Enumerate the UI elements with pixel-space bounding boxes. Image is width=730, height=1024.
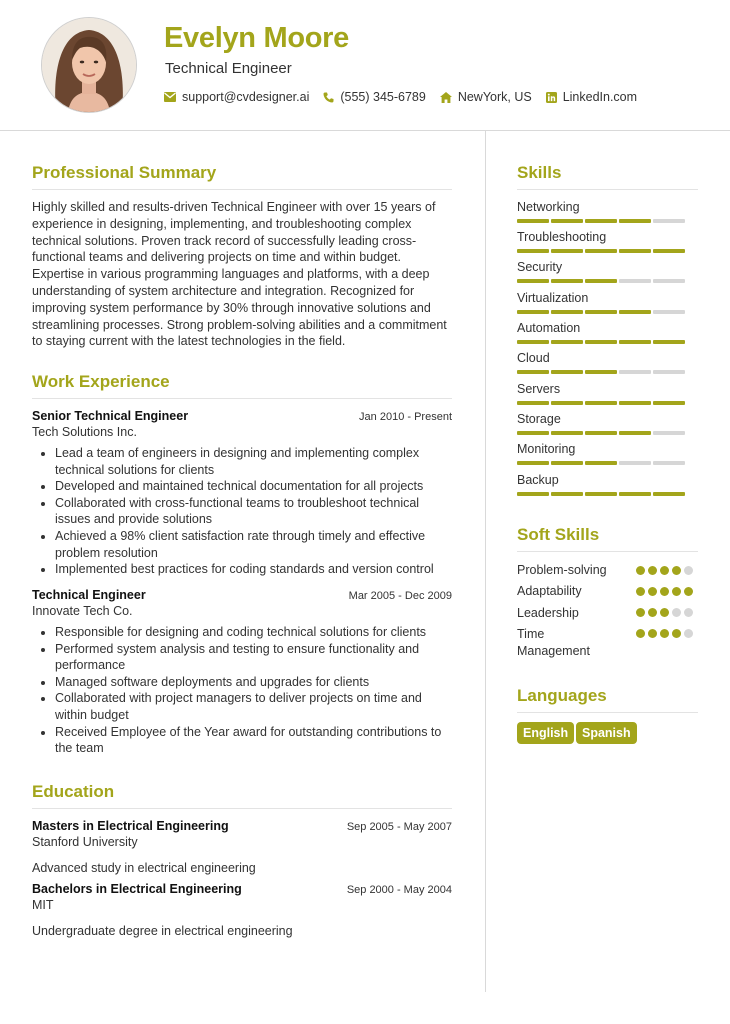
skill-level-segment	[517, 310, 549, 314]
soft-skill-name: Time Management	[517, 627, 590, 658]
rating-dot	[660, 629, 669, 638]
skill-level-bar	[517, 461, 697, 465]
skill-level-segment	[551, 249, 583, 253]
skill-level-segment	[517, 249, 549, 253]
experience-heading: Work Experience	[32, 372, 170, 391]
soft-skill-rating	[636, 587, 696, 596]
skill-item	[517, 473, 697, 496]
avatar	[41, 17, 137, 113]
soft-skill-rating	[636, 629, 696, 638]
rating-dot	[648, 629, 657, 638]
skill-level-segment	[585, 492, 617, 496]
rating-dot	[672, 587, 681, 596]
rating-dot	[636, 608, 645, 617]
skill-level-segment	[653, 219, 685, 223]
skill-name: Storage	[517, 412, 561, 426]
contact-linkedin[interactable]	[546, 90, 637, 104]
rating-dot	[648, 587, 657, 596]
skill-name: Automation	[517, 321, 581, 335]
contact-phone-text: (555) 345-6789	[340, 90, 426, 104]
job-bullet: • Received Employee of the Year award for outstanding contributions to the team	[55, 724, 452, 757]
skill-level-segment	[517, 461, 549, 465]
soft-skill-rating	[636, 566, 696, 575]
envelope-icon	[164, 92, 176, 102]
skill-level-bar	[517, 370, 697, 374]
soft-skill-rating	[636, 608, 696, 617]
skill-item	[517, 291, 697, 314]
skill-level-segment	[517, 370, 549, 374]
job-bullets	[32, 624, 452, 757]
skill-name: Networking	[517, 200, 580, 214]
experience-divider	[32, 398, 452, 399]
soft-skill-name: Adaptability	[517, 584, 582, 598]
skill-level-segment	[551, 431, 583, 435]
linkedin-icon	[546, 92, 557, 103]
contact-email-text: support@cvdesigner.ai	[182, 90, 310, 104]
skill-level-segment	[619, 219, 651, 223]
skill-level-segment	[585, 279, 617, 283]
contact-email[interactable]	[164, 90, 309, 104]
job-title: Technical Engineer	[32, 588, 146, 602]
skill-level-bar	[517, 401, 697, 405]
job-bullets	[32, 445, 452, 578]
skill-level-segment	[585, 219, 617, 223]
skill-level-segment	[551, 279, 583, 283]
job-bullet: • Responsible for designing and coding technical solutions for clients	[55, 624, 452, 641]
job-bullet: • Managed software deployments and upgrades for clients	[55, 674, 452, 691]
skill-level-segment	[653, 249, 685, 253]
rating-dot	[672, 608, 681, 617]
job-bullet: • Performed system analysis and testing to ensure functionality and performance	[55, 641, 452, 674]
skill-level-segment	[585, 340, 617, 344]
skill-level-segment	[551, 340, 583, 344]
skill-level-segment	[551, 370, 583, 374]
skill-level-segment	[585, 370, 617, 374]
skill-item	[517, 442, 697, 465]
summary-heading: Professional Summary	[32, 163, 217, 182]
contact-location	[440, 90, 532, 104]
home-icon	[440, 92, 452, 103]
phone-icon	[323, 92, 334, 103]
contact-list	[164, 90, 651, 104]
education-heading: Education	[32, 782, 115, 801]
job-dates: Jan 2010 - Present	[359, 411, 452, 423]
skill-name: Virtualization	[517, 291, 589, 305]
rating-dot	[684, 566, 693, 575]
skill-level-bar	[517, 492, 697, 496]
job-bullet: • Collaborated with project managers to deliver projects on time and within budget	[55, 690, 452, 723]
job-bullet: • Collaborated with cross-functional teams to troubleshoot technical issues and provide solutions	[55, 495, 452, 528]
job-company: Innovate Tech Co.	[32, 604, 133, 618]
skill-level-segment	[585, 249, 617, 253]
skill-level-segment	[653, 370, 685, 374]
column-divider	[485, 130, 486, 992]
skill-name: Servers	[517, 382, 561, 396]
education-entry	[32, 882, 452, 938]
job-title: Senior Technical Engineer	[32, 409, 189, 423]
languages-heading: Languages	[517, 686, 607, 705]
summary-text: Highly skilled and results-driven Technical Engineer with over 15 years of experience in designing, implementing, and troubleshooting complex technical solutions. Proven track record of successfully leading cross-functional teams and delivering projects on time and within budget. Expertise in various programming languages and platforms, with a deep understanding of system architecture and integration. Recognized for improving system performance by 30% through innovative solutions and streamlining processes. Strong problem-solving abilities and a commitment to staying current with the latest technologies in the field.	[32, 200, 447, 349]
skills-heading: Skills	[517, 163, 562, 182]
skill-level-segment	[551, 401, 583, 405]
job-bullet: • Achieved a 98% client satisfaction rate through timely and effective problem resolution	[55, 528, 452, 561]
skill-item	[517, 260, 697, 283]
job-bullet: • Implemented best practices for coding standards and version control	[55, 561, 452, 578]
languages-divider	[517, 712, 698, 713]
education-entry	[32, 819, 452, 875]
skill-level-segment	[551, 461, 583, 465]
education-description: Undergraduate degree in electrical engineering	[32, 924, 293, 938]
skill-level-segment	[619, 461, 651, 465]
skill-level-segment	[517, 492, 549, 496]
rating-dot	[660, 566, 669, 575]
rating-dot	[648, 566, 657, 575]
skill-name: Cloud	[517, 351, 550, 365]
education-dates: Sep 2005 - May 2007	[346, 821, 452, 833]
portrait-image	[42, 18, 136, 112]
rating-dot	[684, 629, 693, 638]
contact-location-text: NewYork, US	[457, 90, 532, 104]
rating-dot	[648, 608, 657, 617]
skill-item	[517, 382, 697, 405]
rating-dot	[672, 566, 681, 575]
skill-name: Backup	[517, 473, 559, 487]
skill-level-segment	[619, 249, 651, 253]
contact-linkedin-text: LinkedIn.com	[562, 90, 638, 104]
skill-level-segment	[551, 492, 583, 496]
skill-level-segment	[585, 401, 617, 405]
skill-level-segment	[619, 401, 651, 405]
job-entry	[32, 409, 452, 578]
job-bullet: • Developed and maintained technical documentation for all projects	[55, 478, 452, 495]
skill-level-bar	[517, 310, 697, 314]
soft-skill-name: Problem-solving	[517, 563, 607, 577]
skill-level-segment	[653, 492, 685, 496]
job-company: Tech Solutions Inc.	[32, 425, 137, 439]
skill-level-segment	[551, 219, 583, 223]
rating-dot	[636, 566, 645, 575]
language-tag: English	[517, 722, 574, 744]
job-entry	[32, 588, 452, 757]
skill-name: Security	[517, 260, 563, 274]
skill-level-segment	[653, 340, 685, 344]
skill-level-segment	[619, 370, 651, 374]
skill-level-segment	[517, 340, 549, 344]
skill-level-segment	[585, 310, 617, 314]
rating-dot	[636, 587, 645, 596]
candidate-name: Evelyn Moore	[164, 22, 349, 54]
candidate-title: Technical Engineer	[165, 60, 292, 77]
skill-level-segment	[517, 279, 549, 283]
rating-dot	[684, 587, 693, 596]
soft-skill-name: Leadership	[517, 606, 579, 620]
summary-divider	[32, 189, 452, 190]
skill-level-segment	[653, 279, 685, 283]
skill-level-bar	[517, 431, 697, 435]
soft-skills-heading: Soft Skills	[517, 525, 600, 544]
skills-divider	[517, 189, 698, 190]
skill-level-segment	[619, 492, 651, 496]
language-tag: Spanish	[576, 722, 637, 744]
skill-level-segment	[585, 431, 617, 435]
skill-item	[517, 351, 697, 374]
skill-level-segment	[517, 401, 549, 405]
skill-level-segment	[653, 401, 685, 405]
skill-level-segment	[619, 340, 651, 344]
soft-skills-divider	[517, 551, 698, 552]
job-dates: Mar 2005 - Dec 2009	[348, 590, 452, 602]
rating-dot	[636, 629, 645, 638]
resume-header	[0, 0, 730, 131]
skill-level-segment	[585, 461, 617, 465]
skill-level-segment	[619, 310, 651, 314]
skill-level-segment	[517, 219, 549, 223]
contact-phone[interactable]	[323, 90, 425, 104]
skill-item	[517, 412, 697, 435]
education-dates: Sep 2000 - May 2004	[346, 884, 452, 896]
skill-item	[517, 230, 697, 253]
skill-level-bar	[517, 249, 697, 253]
rating-dot	[684, 608, 693, 617]
skill-name: Monitoring	[517, 442, 576, 456]
skill-level-segment	[653, 310, 685, 314]
degree-title: Masters in Electrical Engineering	[32, 819, 229, 833]
job-bullet: • Lead a team of engineers in designing and implementing complex technical solutions for clients	[55, 445, 452, 478]
rating-dot	[672, 629, 681, 638]
skill-name: Troubleshooting	[517, 230, 607, 244]
skill-level-bar	[517, 340, 697, 344]
skill-level-segment	[653, 431, 685, 435]
skill-level-bar	[517, 219, 697, 223]
skill-level-segment	[619, 279, 651, 283]
rating-dot	[660, 608, 669, 617]
education-divider	[32, 808, 452, 809]
degree-title: Bachelors in Electrical Engineering	[32, 882, 242, 896]
skill-item	[517, 321, 697, 344]
institution: Stanford University	[32, 835, 138, 849]
skill-level-bar	[517, 279, 697, 283]
skill-level-segment	[551, 310, 583, 314]
skill-item	[517, 200, 697, 223]
institution: MIT	[32, 898, 54, 912]
skill-level-segment	[653, 461, 685, 465]
education-description: Advanced study in electrical engineering	[32, 861, 256, 875]
rating-dot	[660, 587, 669, 596]
skill-level-segment	[619, 431, 651, 435]
skill-level-segment	[517, 431, 549, 435]
